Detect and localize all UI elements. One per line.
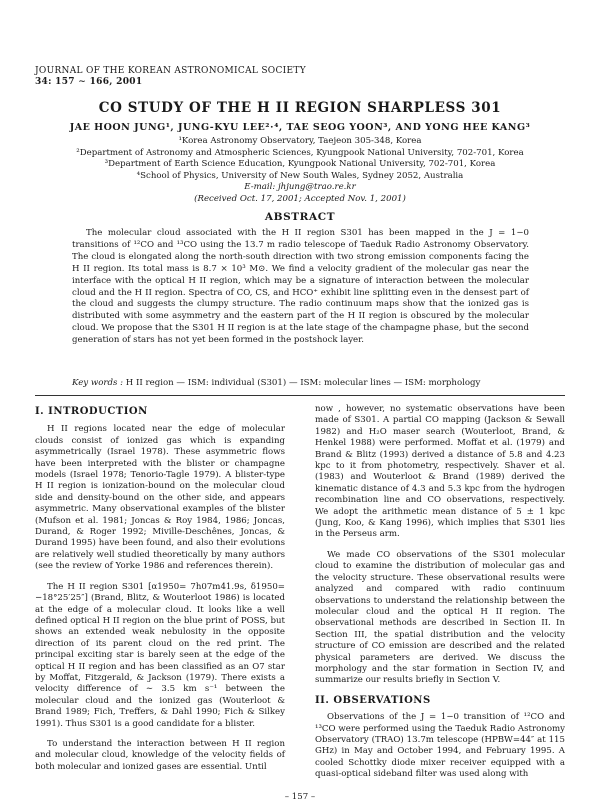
keywords-text: H II region — ISM: individual (S301) — ISM: molecular lines — ISM: morphology — [125, 378, 481, 388]
contact-email: E-mail: jhjung@trao.re.kr — [244, 182, 356, 193]
right-column — [315, 404, 565, 781]
intro-paragraph-1: H II regions located near the edge of molecular clouds consist of ionized gas which is expanding asymmetrically (Israel 1978). These asymmetric flows have been interpreted with the blister or champagne models (Israel 1978; Tenorio-Tagle 1979). A blister-type H II region is ionization-bound on the molecular cloud side and density-bound on the other side, and appears asymmetric. Many observational examples of the blister (Mufson et al. 1981; Joncas & Roy 1984, 1986; Joncas, Durand, & Roger 1992; Miville-Deschênes, Joncas, & Durand 1995) have been found, and also their evolutions are relatively well studied theoretically by many authors (see the review of Yorke 1986 and references therein). — [35, 424, 285, 572]
abstract-text: The molecular cloud associated with the H II region S301 has been mapped in the J = 1−0 transitions of ¹²CO and ¹³CO using the 13.7 m radio telescope of Taeduk Radio Astronomy Observatory. The cloud is elongated along the north-south direction with two strong emission components facing the H II region. Its total mass is 8.7 × 10³ M⊙. We find a velocity gradient of the molecular gas near the interface with the optical H II region, which may be a signature of interaction between the molecular cloud and the H II region. Spectra of CO, CS, and HCO⁺ exhibit line splitting even in the densest part of the cloud and suggests the clumpy structure. The radio continuum maps show that the ionized gas is distributed with some asymmetry and the eastern part of the H II region is obscured by the molecular cloud. We propose that the S301 H II region is at the late stage of the champagne phase, but the second generation of stars has not yet been formed in the postshock layer. — [72, 228, 529, 346]
intro-paragraph-3: To understand the interaction between H II region and molecular cloud, knowledge of the velocity fields of both molecular and ionized gases are essential. Until — [35, 738, 285, 772]
affiliation-1: ¹Korea Astronomy Observatory, Taejeon 305-348, Korea — [178, 136, 422, 146]
affiliation-4: ⁴School of Physics, University of New South Wales, Sydney 2052, Australia — [136, 170, 464, 181]
left-column — [35, 402, 285, 773]
introduction-heading: I. INTRODUCTION — [35, 406, 148, 417]
affiliation-3: ³Department of Earth Science Education, Kyungpook National University, 702-701, Korea — [104, 159, 496, 170]
observations-paragraph-1: Observations of the J = 1−0 transition of ¹²CO and ¹³CO were performed using the Taeduk Radio Astronomy Observatory (TRAO) 13.7m telescope (HPBW=44″ at 115 GHz) in May and October 1994, and February 1995. A cooled Schottky diode mixer receiver equipped with a quasi-optical sideband filter was used along with — [315, 712, 565, 780]
journal-name: JOURNAL OF THE KOREAN ASTRONOMICAL SOCIETY — [35, 66, 306, 76]
abstract-heading: ABSTRACT — [264, 211, 336, 223]
page-number: – 157 – — [284, 792, 316, 802]
journal-header — [35, 66, 306, 88]
journal-volume: 34: 157 ∼ 166, 2001 — [35, 77, 143, 87]
keywords — [72, 378, 529, 389]
intro-paragraph-4: We made CO observations of the S301 molecular cloud to examine the distribution of molecular gas and the velocity structure. These observational results were analyzed and compared with radio continuum observations to understand the relationship between the molecular cloud and the optical H II region. The observational methods are described in Section II. In Section III, the spatial distribution and the velocity structure of CO emission are described and the related physical parameters are derived. We discuss the morphology and the star formation in Section IV, and summarize our results briefly in Section V. — [315, 549, 565, 686]
author-list: JAE HOON JUNG¹, JUNG-KYU LEE²⋅⁴, TAE SEOG YOON³, AND YONG HEE KANG³ — [69, 122, 531, 133]
section-divider — [35, 395, 565, 396]
affiliation-2: ²Department of Astronomy and Atmospheric Sciences, Kyungpook National University, 702-701, Korea — [76, 147, 524, 158]
observations-heading: II. OBSERVATIONS — [315, 694, 431, 706]
affiliations — [0, 136, 600, 206]
intro-paragraph-3-continued: now , however, no systematic observations have been made of S301. A partial CO mapping (Jackson & Sewall 1982) and H₂O maser search (Wouterloot, Brand, & Henkel 1988) were performed. Moffat et al. (1979) and Brand & Blitz (1993) derived a distance of 5.8 and 4.23 kpc to it from photometry, respectively. Shaver et al. (1983) and Wouterloot & Brand (1989) derived the kinematic distance of 4.3 and 5.3 kpc from the hydrogen recombination line and CO observations, respectively. We adopt the arithmetic mean distance of 5 ± 1 kpc (Jung, Koo, & Kang 1996), which implies that S301 lies in the Perseus arm. — [315, 404, 565, 540]
intro-paragraph-2: The H II region S301 [α1950= 7h07m41.9s, δ1950= −18°25′25″] (Brand, Blitz, & Wouterloot 1986) is located at the edge of a molecular cloud. It looks like a well defined optical H II region on the blue print of POSS, but shows an extended weak nebulosity in the opposite direction of its parent cloud on the red print. The principal exciting star is barely seen at the edge of the optical H II region and has been classified as an O7 star by Moffat, Fitzgerald, & Jackson (1979). There exists a velocity difference of ∼ 3.5 km s⁻¹ between the molecular cloud and the ionized gas (Wouterloot & Brand 1989; Fich, Treffers, & Dahl 1990; Fich & Silkey 1991). Thus S301 is a good candidate for a blister. — [35, 581, 285, 729]
keywords-label: Key words : — [72, 378, 124, 388]
paper-title: CO STUDY OF THE H II REGION SHARPLESS 301 — [98, 100, 502, 116]
received-dates: (Received Oct. 17, 2001; Accepted Nov. 1, 2001) — [194, 193, 406, 204]
